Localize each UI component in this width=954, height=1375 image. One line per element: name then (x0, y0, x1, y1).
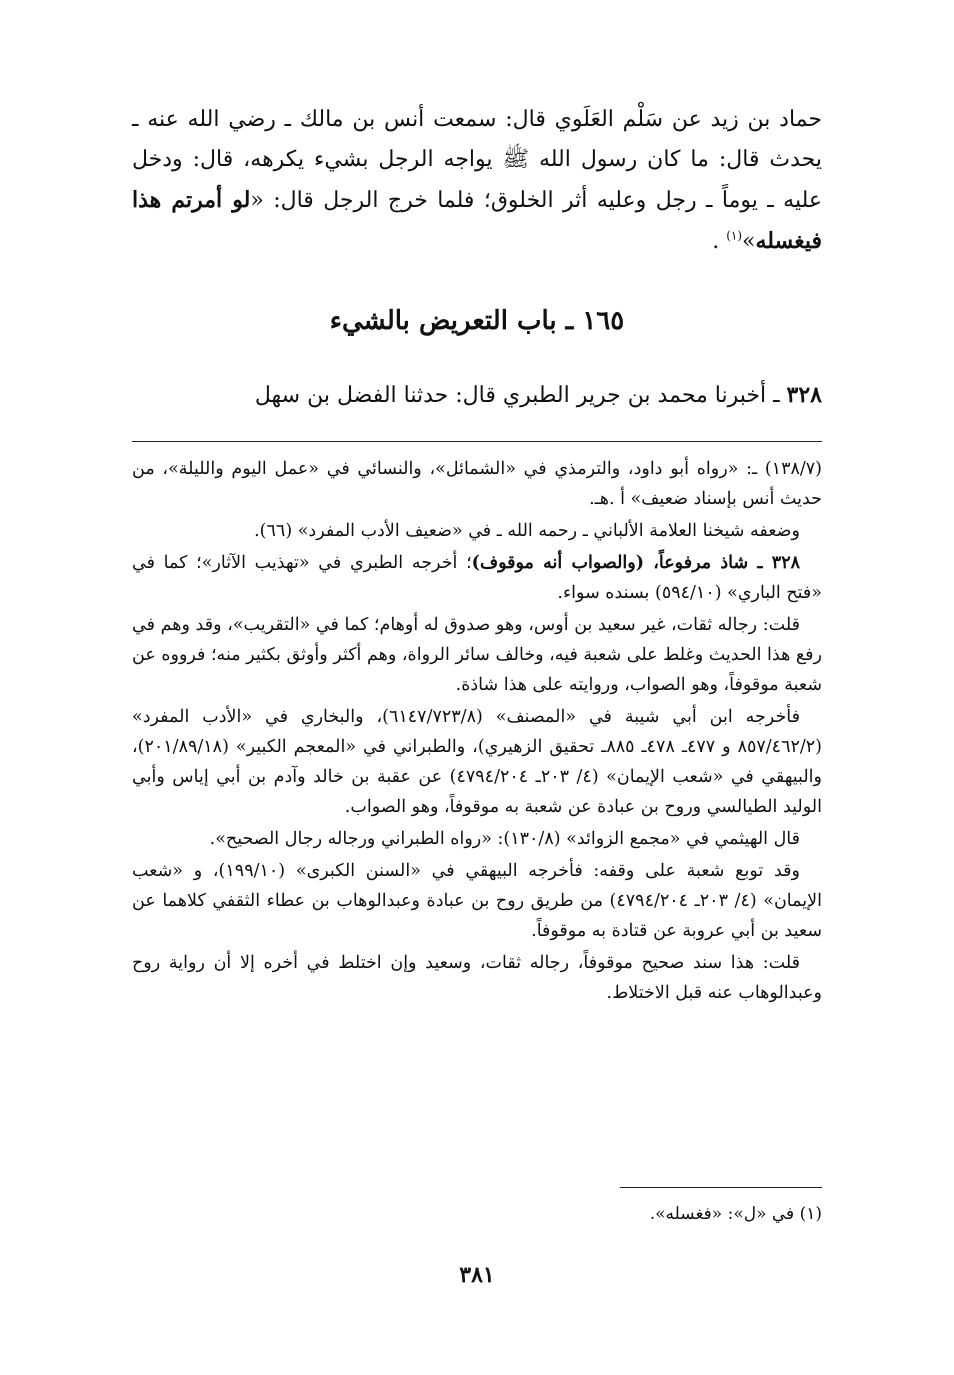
notes-divider (132, 441, 822, 442)
commentary-notes (132, 454, 822, 1010)
note-paragraph: وضعفه شيخنا العلامة الألباني ـ رحمه الله ـ في «ضعيف الأدب المفرد» (٦٦). (254, 521, 800, 541)
note-text: ؛ أخرجه الطبري في «تهذيب الآثار»؛ كما في «فتح الباري» (٥٩٤/١٠) بسنده سواء. (132, 553, 822, 603)
sentence-end: . (712, 229, 727, 254)
main-text-body: حماد بن زيد عن سَلْم العَلَوي قال: سمعت أنس بن مالك ـ رضي الله عنه ـ يحدث قال: ما كان رسول الله ﷺ يواجه الرجل بشيء يكرهه، قال: ودخل عليه ـ يوماً ـ رجل وعليه أثر الخلوق؛ فلما خرج الرجل قال: « (132, 107, 822, 213)
hadith-number: ٣٢٨ (786, 382, 822, 408)
hadith-grading: ٣٢٨ ـ شاذ مرفوعاً، (والصواب أنه موقوف) (471, 553, 800, 573)
hadith-text: ـ أخبرنا محمد بن جرير الطبري قال: حدثنا الفضل بن سهل (254, 383, 787, 408)
page-number: ٣٨١ (459, 1262, 495, 1288)
footnote-reference[interactable]: (١) (726, 228, 743, 243)
footnote: (١) في «ل»: «فغسله». (649, 1204, 822, 1224)
note-paragraph: فأخرجه ابن أبي شيبة في «المصنف» (٦١٤٧/٧٢٣/٨)، والبخاري في «الأدب المفرد» (٨٥٧/٤٦٢/٢ و ٤٧٧ـ ٤٧٨ـ ٨٨٥ـ تحقيق الزهيري)، والطبراني في «المعجم الكبير» (٢٠١/٨٩/١٨)، والبيهقي في «شعب الإيمان» (٤/ ٢٠٣ـ ٤٧٩٤/٢٠٤) عن عقبة بن خالد وآدم بن أبي إياس وأبي الوليد الطيالسي وروح بن عبادة عن شعبة به موقوفاً، وهو الصواب. (132, 707, 822, 817)
note-paragraph: (١٣٨/٧) ـ: «رواه أبو داود، والترمذي في «الشمائل»، والنسائي في «عمل اليوم والليلة»، من حديث أنس بإسناد ضعيف» أ .هـ. (132, 459, 822, 509)
quote-close: » (742, 229, 756, 254)
note-paragraph: قلت: رجاله ثقات، غير سعيد بن أوس، وهو صدوق له أوهام؛ كما في «التقريب»، وقد وهم في رفع هذا الحديث وغلط على شعبة فيه، وخالف سائر الرواة، وهم أكثر وأوثق بكثير منه؛ فرووه عن شعبة موقوفاً، وهو الصواب، وروايته على هذا شاذة. (132, 615, 822, 695)
note-paragraph: قال الهيثمي في «مجمع الزوائد» (١٣٠/٨): «رواه الطبراني ورجاله رجال الصحيح». (209, 829, 800, 849)
note-paragraph: قلت: هذا سند صحيح موقوفاً، رجاله ثقات، وسعيد وإن اختلط في أخره إلا أن رواية روح وعبدالوهاب عنه قبل الاختلاط. (132, 953, 822, 1003)
hadith-opening (132, 378, 822, 413)
bold-quote: لو أمرتم هذا فيغسله (132, 187, 822, 254)
footnote-divider (620, 1187, 822, 1188)
note-paragraph: وقد توبع شعبة على وقفه: فأخرجه البيهقي في «السنن الكبرى» (١٩٩/١٠)، و «شعب الإيمان» (٤/ ٢٠٣ـ ٤٧٩٤/٢٠٤) من طريق روح بن عبادة وعبدالوهاب بن عطاء الثقفي كلاهما عن سعيد بن أبي عروبة عن قتادة به موقوفاً. (132, 861, 822, 941)
chapter-heading: ١٦٥ ـ باب التعريض بالشيء (329, 306, 625, 336)
main-paragraph (132, 100, 822, 262)
note-paragraph (132, 548, 822, 608)
